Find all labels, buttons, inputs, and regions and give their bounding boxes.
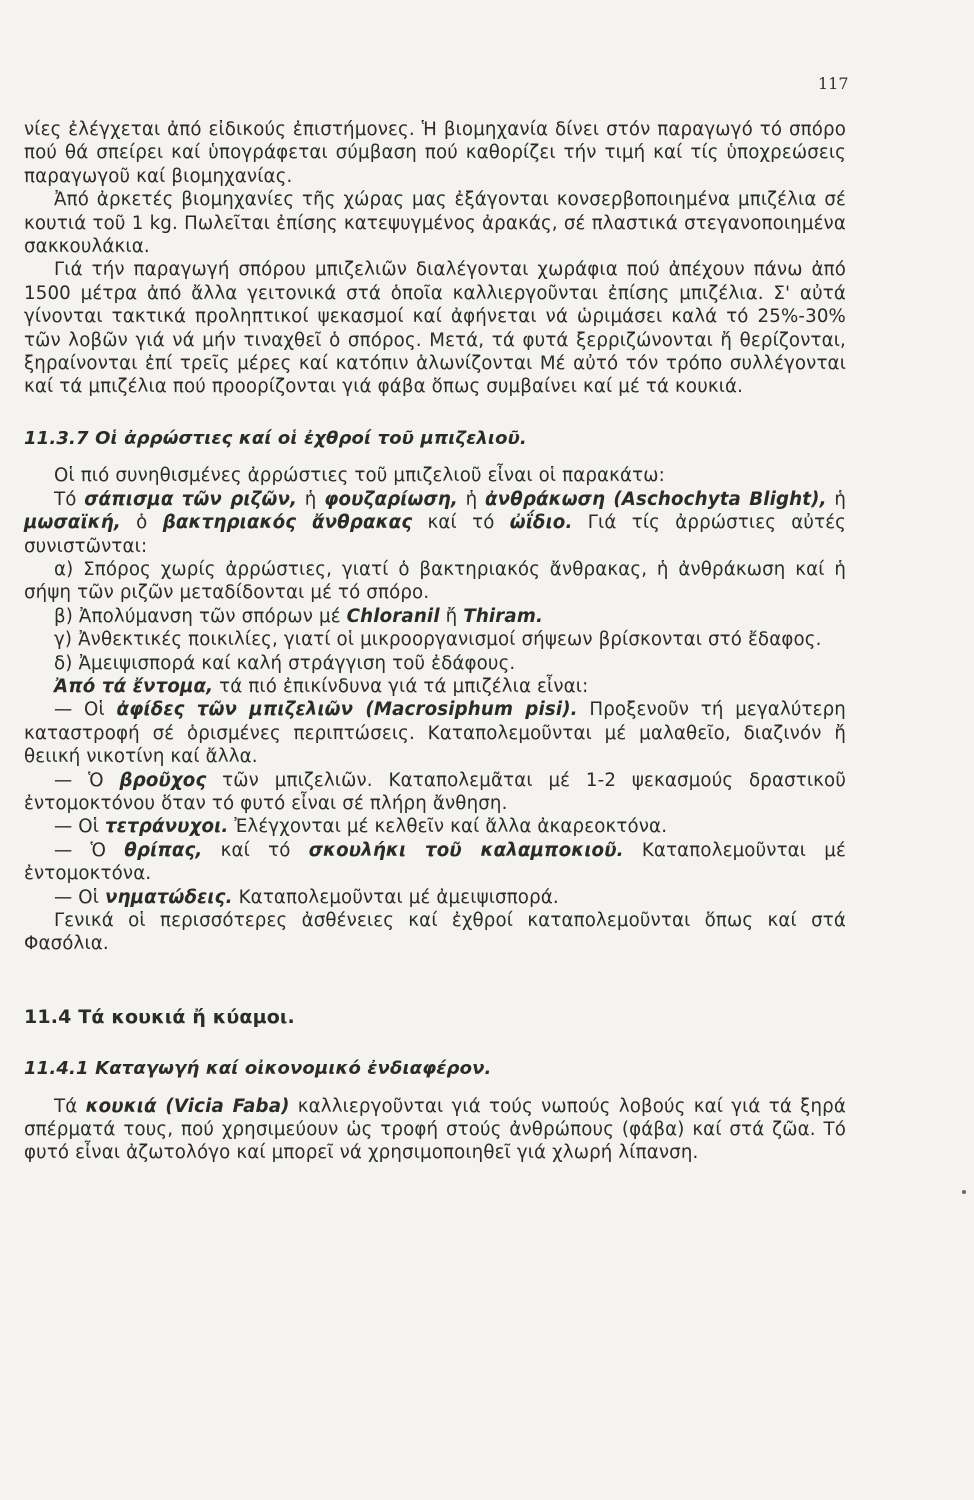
disease-powdery-mildew: ὠΐδιο. (509, 512, 573, 534)
paragraph-broad-beans: Τά κουκιά (Vicia Faba) καλλιεργοῦνται γιά τούς νωπούς λοβούς καί γιά τά ξηρά σπέρματά τους, πού χρησιμεύουν ὡς τροφή στούς ἀνθρώπους (φάβα) καί στά ζῶα. Τό φυτό εἶναι ἀζωτολόγο καί μπορεῖ νά χρησιμοποιηθεῖ γιά χλωρή λίπανση. (24, 1095, 846, 1164)
heading-11-4-1: 11.4.1 Καταγωγή καί οἰκονομικό ἐνδιαφέρον. (24, 1058, 492, 1080)
disease-anthracnose: ἀνθράκωση (Aschochyta Blight), (485, 488, 827, 510)
paragraph-exports: Ἀπό ἀρκετές βιομηχανίες τῆς χώρας μας ἐξάγονται κονσερβοποιημένα μπιζέλια σέ κουτιά τοῦ 1 kg. Πωλεῖται ἐπίσης κατεψυγμένος ἀρακάς, σέ πλαστικά στεγανοποιημένα σακκουλάκια. (24, 189, 846, 258)
body-text (24, 118, 846, 1165)
insect-thrips: — Ὁ θρίπας, καί τό σκουλήκι τοῦ καλαμποκιοῦ. Καταπολεμοῦνται μέ ἐντομοκτόνα. (24, 839, 846, 885)
insect-aphids: — Οἱ ἀφίδες τῶν μπιζελιῶν (Macrosiphum pisi). Προξενοῦν τή μεγαλύτερη καταστροφή σέ ὁρισμένες περιπτώσεις. Καταπολεμοῦνται μέ μαλαθεῖο, διαζινόν ἤ θειική νικοτίνη καί ἄλλα. (24, 699, 846, 768)
insect-mites: — Οἱ τετράνυχοι. Ἐλέγχονται μέ κελθεῖν καί ἄλλα ἀκαρεοκτόνα. (54, 816, 668, 838)
insects-intro: Ἀπό τά ἔντομα, τά πιό ἐπικίνδυνα γιά τά μπιζέλια εἶναι: (54, 675, 589, 697)
heading-11-4: 11.4 Τά κουκιά ἤ κύαμοι. (24, 1005, 295, 1028)
recommendation-b: β) Ἀπολύμανση τῶν σπόρων μέ Chloranil ἤ Thiram. (54, 605, 544, 627)
insect-weevil: — Ὁ βροῦχος τῶν μπιζελιῶν. Καταπολεμᾶται μέ 1-2 ψεκασμούς δραστικοῦ ἐντομοκτόνου ὅταν τό φυτό εἶναι σέ πλήρη ἄνθηση. (24, 769, 846, 814)
disease-mosaic: μωσαϊκή, (24, 512, 121, 534)
heading-11-3-7: 11.3.7 Οἱ ἀρρώστιες καί οἱ ἐχθροί τοῦ μπιζελιοῦ. (24, 427, 527, 449)
diseases-intro: Οἱ πιό συνηθισμένες ἀρρώστιες τοῦ μπιζελιοῦ εἶναι οἱ παρακάτω: (54, 465, 665, 487)
insect-nematodes: — Οἱ νηματώδεις. Καταπολεμοῦνται μέ ἀμειψισπορά. (54, 886, 559, 908)
diseases-list: Τό σάπισμα τῶν ριζῶν, ἡ φουζαρίωση, ἡ ἀνθράκωση (Aschochyta Blight), ἡ μωσαϊκή, ὁ βακτηριακός ἄνθρακας καί τό ὠΐδιο. Γιά τίς ἀρρώστιες αὐτές συνιστῶνται: (24, 488, 847, 557)
paragraph-contract: νίες ἐλέγχεται ἀπό εἰδικούς ἐπιστήμονες. Ἡ βιομηχανία δίνει στόν παραγωγό τό σπόρο πού θά σπείρει καί ὑπογράφεται σύμβαση πού καθορίζει τήν τιμή καί τίς ὑποχρεώσεις παραγωγοῦ καί βιομηχανίας. (24, 119, 846, 187)
recommendation-a: α) Σπόρος χωρίς ἀρρώστιες, γιατί ὁ βακτηριακός ἄνθρακας, ἡ ἀνθράκωση καί ἡ σήψη τῶν ριζῶν μεταδίδονται μέ τό σπόρο. (24, 558, 846, 604)
scan-speck (962, 1190, 966, 1194)
disease-root-rot: σάπισμα τῶν ριζῶν, (84, 488, 298, 510)
disease-fusarium: φουζαρίωση, (324, 488, 458, 510)
paragraph-seed-production: Γιά τήν παραγωγή σπόρου μπιζελιῶν διαλέγονται χωράφια πού ἀπέχουν πάνω ἀπό 1500 μέτρα ἀπό ἄλλα γειτονικά στά ὁποῖα καλλιεργοῦνται ἐπίσης μπιζέλια. Σ' αὐτά γίνονται τακτικά προληπτικοί ψεκασμοί καί ἀφήνεται νά ὡριμάσει καλά τό 25%-30% τῶν λοβῶν γιά νά μήν τιναχθεῖ ὁ σπόρος. Μετά, τά φυτά ξερριζώνονται ἤ θερίζονται, ξηραίνονται ἐπί τρεῖς μέρες καί κατόπιν ἁλωνίζονται Μέ αὐτό τόν τρόπο συλλέγονται καί τά μπιζέλια πού προορίζονται γιά φάβα ὅπως συμβαίνει καί μέ τά κουκιά. (24, 259, 846, 398)
recommendation-c: γ) Ἀνθεκτικές ποικιλίες, γιατί οἱ μικροοργανισμοί σήψεων βρίσκονται στό ἔδαφος. (54, 629, 822, 651)
disease-bacterial-blight: βακτηριακός ἄνθρακας (162, 512, 413, 534)
paragraph-general: Γενικά οἱ περισσότερες ἀσθένειες καί ἐχθροί καταπολεμοῦνται ὅπως καί στά Φασόλια. (24, 910, 846, 955)
page-number: 117 (818, 74, 849, 93)
recommendation-d: δ) Ἀμειψισπορά καί καλή στράγγιση τοῦ ἐδάφους. (54, 652, 516, 674)
